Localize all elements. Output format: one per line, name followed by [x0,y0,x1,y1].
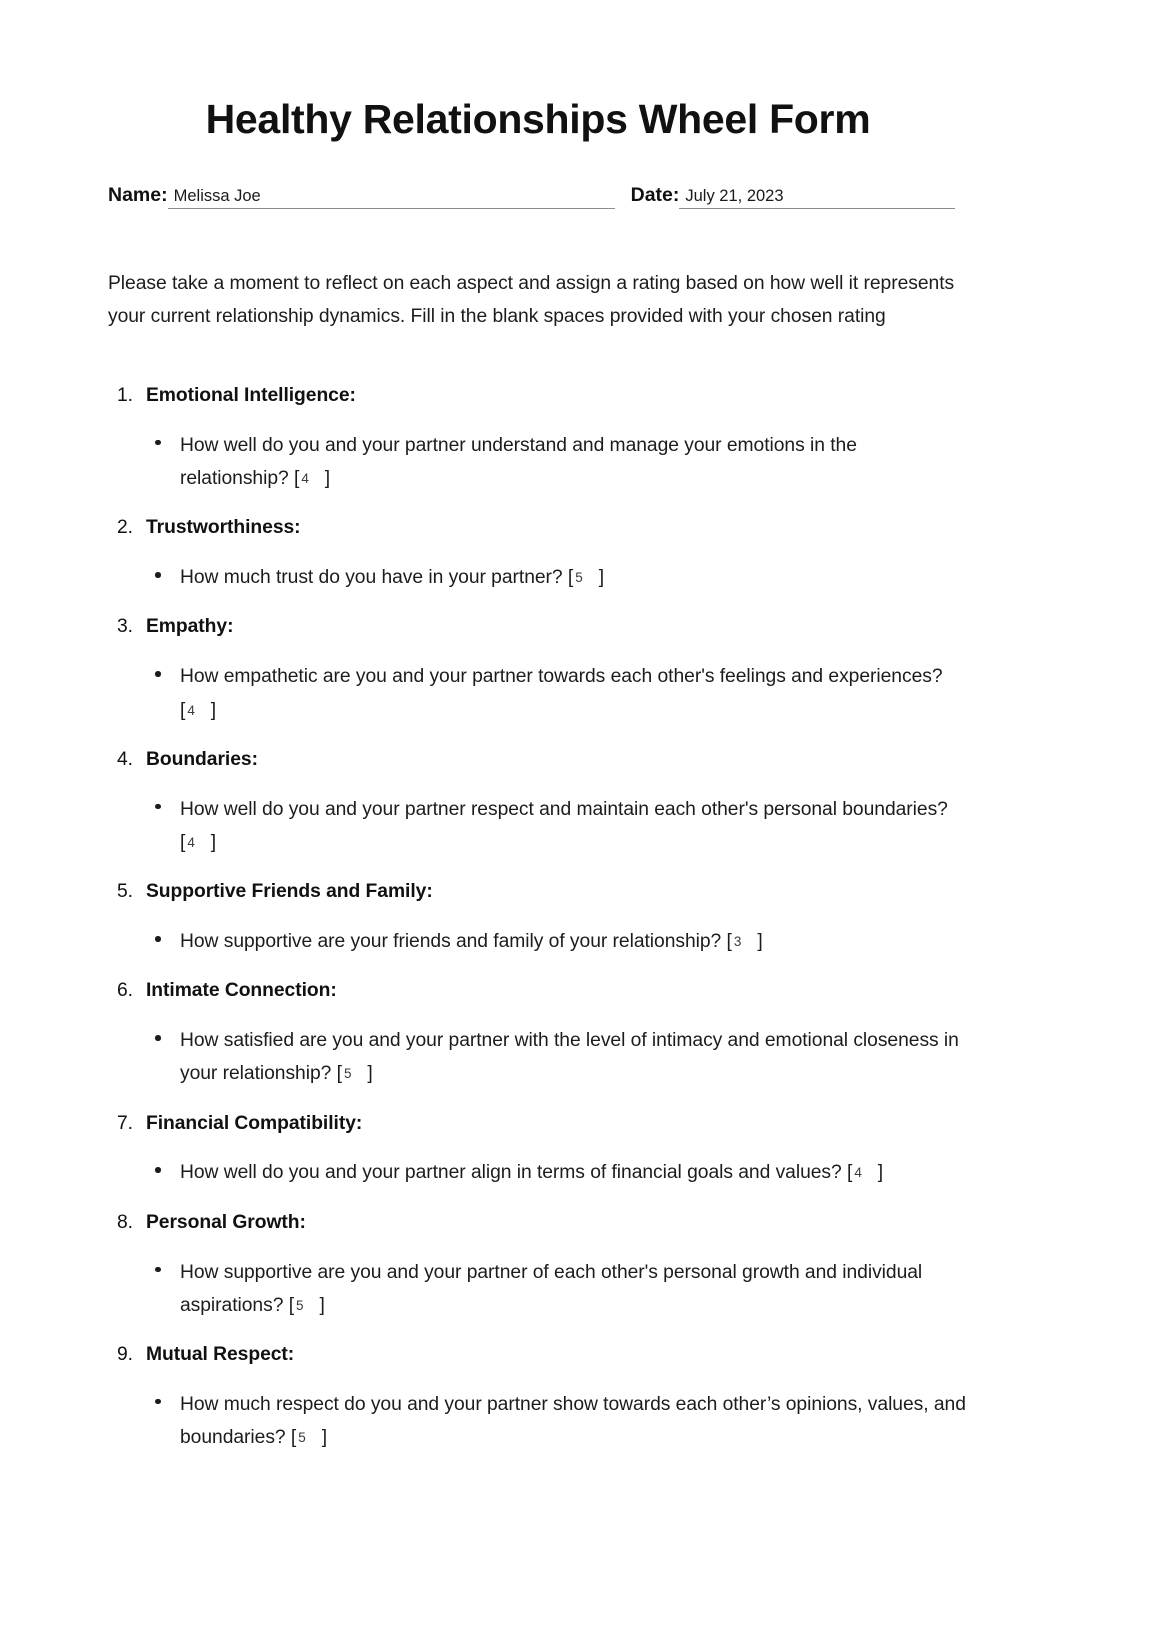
rating-close-bracket: ] [598,567,605,589]
date-label: Date: [630,184,680,207]
aspect-item [108,727,968,859]
aspect-question: How much trust do you have in your partner? [180,567,563,589]
aspect-question: How well do you and your partner align in terms of financial goals and values? [180,1162,842,1184]
aspect-heading [117,727,968,775]
rating-open-bracket: [ [567,567,574,589]
aspect-item [108,1091,968,1190]
rating-open-bracket: [ [294,468,300,490]
rating-value: 5 [343,1066,352,1082]
rating-open-bracket: [ [336,1063,342,1085]
rating-value: 4 [854,1165,862,1181]
rating-close-bracket: ] [319,1294,325,1316]
list-item [146,1138,968,1189]
rating-field[interactable] [337,1063,373,1084]
rating-open-bracket: [ [290,1427,297,1449]
rating-field[interactable] [289,1295,325,1316]
rating-open-bracket: [ [180,699,186,721]
rating-close-bracket: ] [757,931,763,953]
rating-value: 4 [187,834,195,850]
aspect-number: 7. [117,1112,133,1134]
name-label: Name: [108,184,168,207]
rating-open-bracket: [ [288,1294,294,1316]
aspect-heading [117,1190,968,1238]
bullet-dot-icon [155,572,161,578]
list-item [146,775,968,859]
aspect-title: Supportive Friends and Family: [146,881,433,903]
rating-open-bracket: [ [847,1162,853,1184]
date-input[interactable] [679,188,955,209]
aspect-question-list [146,775,968,859]
aspect-question: How well do you and your partner respect and maintain each other's personal boundaries? [180,798,948,820]
aspect-title: Intimate Connection: [146,980,337,1002]
rating-value: 3 [733,934,742,950]
aspect-question-list [146,642,968,726]
aspect-question-list [146,1006,968,1090]
rating-open-bracket: [ [180,831,186,853]
aspect-question-list [146,1370,968,1454]
rating-close-bracket: ] [210,699,217,721]
page-title: Healthy Relationships Wheel Form [205,96,871,142]
aspect-number: 8. [117,1211,133,1233]
bullet-dot-icon [155,1035,161,1041]
aspect-item [108,363,968,495]
aspect-number: 1. [117,385,133,407]
name-value: Melissa Joe [173,187,261,206]
aspect-heading [117,594,968,642]
bullet-dot-icon [155,936,161,942]
rating-open-bracket: [ [726,931,732,953]
rating-field[interactable] [847,1162,883,1183]
instructions-paragraph: Please take a moment to reflect on each aspect and assign a rating based on how well it represents your current relationship dynamics. Fill in the blank spaces provided with your chosen rating [108,272,955,327]
aspect-item [108,859,968,958]
rating-close-bracket: ] [877,1162,884,1184]
rating-value: 4 [301,471,309,487]
aspect-question: How supportive are you and your partner of each other's personal growth and individual aspirations? [180,1261,923,1316]
aspect-number: 4. [117,748,133,770]
aspect-title: Financial Compatibility: [146,1112,363,1134]
aspect-title: Mutual Respect: [146,1343,295,1365]
form-sheet [108,0,968,1454]
aspect-number: 2. [117,517,133,539]
list-item [146,642,968,726]
bullet-dot-icon [155,671,161,677]
aspect-item [108,495,968,594]
aspect-heading [117,859,968,907]
list-item [146,1370,968,1454]
aspect-number: 9. [117,1343,133,1365]
rating-field[interactable] [291,1427,327,1448]
rating-close-bracket: ] [367,1063,373,1085]
aspect-heading [117,1091,968,1139]
rating-field[interactable] [180,832,216,853]
bullet-dot-icon [155,1267,161,1273]
bullet-dot-icon [155,1399,161,1405]
aspect-number: 5. [117,881,133,903]
aspect-item [108,1190,968,1322]
aspect-question: How much respect do you and your partner show towards each other’s opinions, values, and boundaries? [180,1393,966,1449]
aspect-question-list [146,907,968,958]
list-item [146,411,968,495]
list-item [146,1006,968,1090]
aspect-question-list [146,1238,968,1322]
rating-value: 5 [296,1297,304,1313]
aspect-heading [117,363,968,411]
aspect-number: 3. [117,616,133,638]
aspect-number: 6. [117,980,133,1002]
list-item [146,907,968,958]
list-item [146,543,968,594]
aspect-item [108,1322,968,1454]
rating-value: 5 [575,570,583,586]
name-input[interactable] [168,188,615,209]
aspect-title: Trustworthiness: [146,517,301,539]
aspect-title: Emotional Intelligence: [146,385,356,407]
aspect-title: Empathy: [146,616,234,638]
aspect-heading [117,958,968,1006]
aspect-question-list [146,411,968,495]
bullet-dot-icon [155,440,161,446]
aspect-item [108,594,968,726]
rating-field[interactable] [727,931,763,952]
date-value: July 21, 2023 [685,187,784,206]
aspect-question: How well do you and your partner understand and manage your emotions in the relationship? [180,434,857,490]
aspect-item [108,958,968,1090]
rating-field[interactable] [568,567,604,588]
bullet-dot-icon [155,804,161,810]
aspect-question-list [146,1138,968,1189]
aspect-question-list [146,543,968,594]
aspect-title: Boundaries: [146,748,258,770]
aspect-question: How empathetic are you and your partner towards each other's feelings and experiences? [180,666,943,688]
identity-row [108,186,968,209]
rating-field[interactable] [180,700,216,721]
list-item [146,1238,968,1322]
rating-close-bracket: ] [321,1427,327,1449]
aspect-list [108,333,968,1454]
rating-close-bracket: ] [210,831,217,853]
aspect-question: How satisfied are you and your partner with the level of intimacy and emotional closeness in your relationship? [180,1030,959,1085]
rating-value: 4 [187,702,195,718]
rating-close-bracket: ] [324,468,331,490]
aspect-heading [117,495,968,543]
rating-field[interactable] [294,468,330,489]
rating-value: 5 [298,1430,306,1446]
bullet-dot-icon [155,1167,161,1173]
aspect-title: Personal Growth: [146,1211,306,1233]
aspect-question: How supportive are your friends and family of your relationship? [180,931,722,953]
aspect-heading [117,1322,968,1370]
